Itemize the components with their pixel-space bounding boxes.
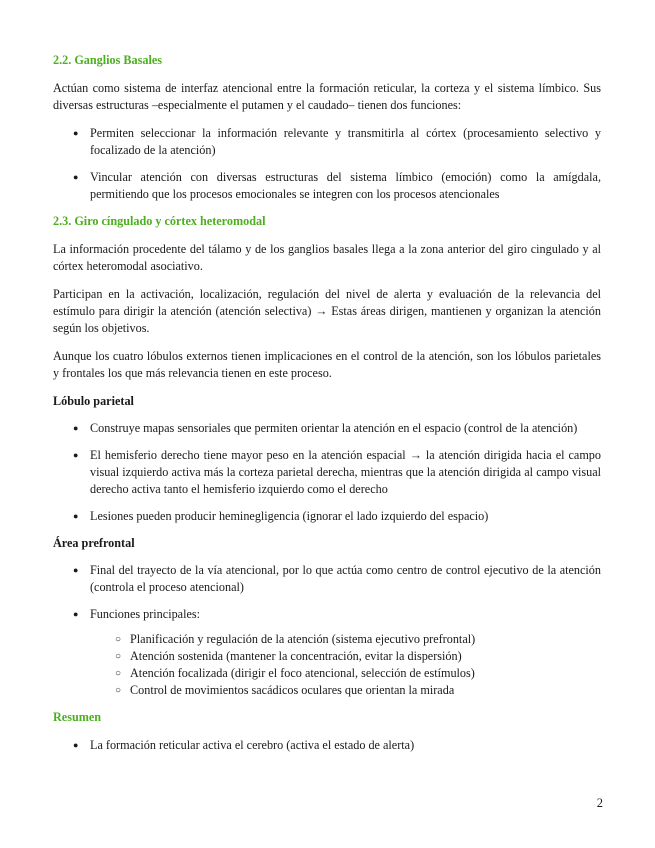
- page-number: 2: [596, 796, 603, 810]
- paragraph-ganglios-intro: Actúan como sistema de interfaz atencional entre la formación reticular, la corteza y el sistema límbico. Sus diversas estructuras –especialmente el putamen y el caudado– tienen dos funciones:: [53, 81, 601, 112]
- list-item: ● El hemisferio derecho tiene mayor peso en la atención espacial → la atención dirigida hacia el campo visual izquierdo activa más la corteza parietal derecha, mientras que la atención dirigida al campo visual derecho activa tanto el hemisferio izquierdo como el derecho: [53, 447, 601, 498]
- sub-list-item: ○ Planificación y regulación de la atención (sistema ejecutivo prefrontal): [90, 631, 601, 648]
- sub-list-item: ○ Control de movimientos sacádicos oculares que orientan la mirada: [90, 682, 601, 699]
- heading-lobulo-parietal: Lóbulo parietal: [53, 394, 134, 408]
- page-content: [53, 52, 601, 764]
- heading-area-prefrontal: Área prefrontal: [53, 536, 135, 550]
- sub-list-item: ○ Atención sostenida (mantener la concentración, evitar la dispersión): [90, 648, 601, 665]
- parietal-bullet-list: [53, 420, 601, 525]
- list-item: ● Construye mapas sensoriales que permiten orientar la atención en el espacio (control de la atención): [53, 420, 601, 437]
- heading-resumen: Resumen: [53, 710, 102, 724]
- paragraph-tálamo: La información procedente del tálamo y de los ganglios basales llega a la zona anterior del giro cingulado y al córtex heteromodal asociativo.: [53, 242, 601, 273]
- resumen-bullet-list: [53, 737, 601, 754]
- list-item: ● Lesiones pueden producir heminegligencia (ignorar el lado izquierdo del espacio): [53, 508, 601, 525]
- list-item: ● Permiten seleccionar la información relevante y transmitirla al córtex (procesamiento selectivo y focalizado de la atención): [53, 125, 601, 159]
- funciones-sub-list: [90, 631, 601, 699]
- sub-list-item: ○ Atención focalizada (dirigir el foco atencional, selección de estímulos): [90, 665, 601, 682]
- heading-giro-cingulado: 2.3. Giro cíngulado y córtex heteromodal: [53, 214, 266, 228]
- funciones-label: Funciones principales:: [90, 607, 201, 621]
- list-item-funciones: [53, 606, 601, 699]
- paragraph-participan: Participan en la activación, localización, regulación del nivel de alerta y evaluación de la relevancia del estímulo para dirigir la atención (atención selectiva) → Estas áreas dirigen, mantienen y organizan la atención según los objetivos.: [53, 287, 601, 335]
- list-item: ● La formación reticular activa el cerebro (activa el estado de alerta): [53, 737, 601, 754]
- list-item: ● Vincular atención con diversas estructuras del sistema límbico (emoción) como la amígdala, permitiendo que los procesos emocionales se integren con los procesos atencionales: [53, 169, 601, 203]
- heading-ganglios-basales: 2.2. Ganglios Basales: [53, 53, 163, 67]
- ganglios-bullet-list: [53, 125, 601, 203]
- paragraph-lobulos: Aunque los cuatro lóbulos externos tienen implicaciones en el control de la atención, son los lóbulos parietales y frontales los que más relevancia tienen en este proceso.: [53, 349, 601, 380]
- list-item: ● Final del trayecto de la vía atencional, por lo que actúa como centro de control ejecutivo de la atención (controla el proceso atencional): [53, 562, 601, 596]
- prefrontal-bullet-list: [53, 562, 601, 699]
